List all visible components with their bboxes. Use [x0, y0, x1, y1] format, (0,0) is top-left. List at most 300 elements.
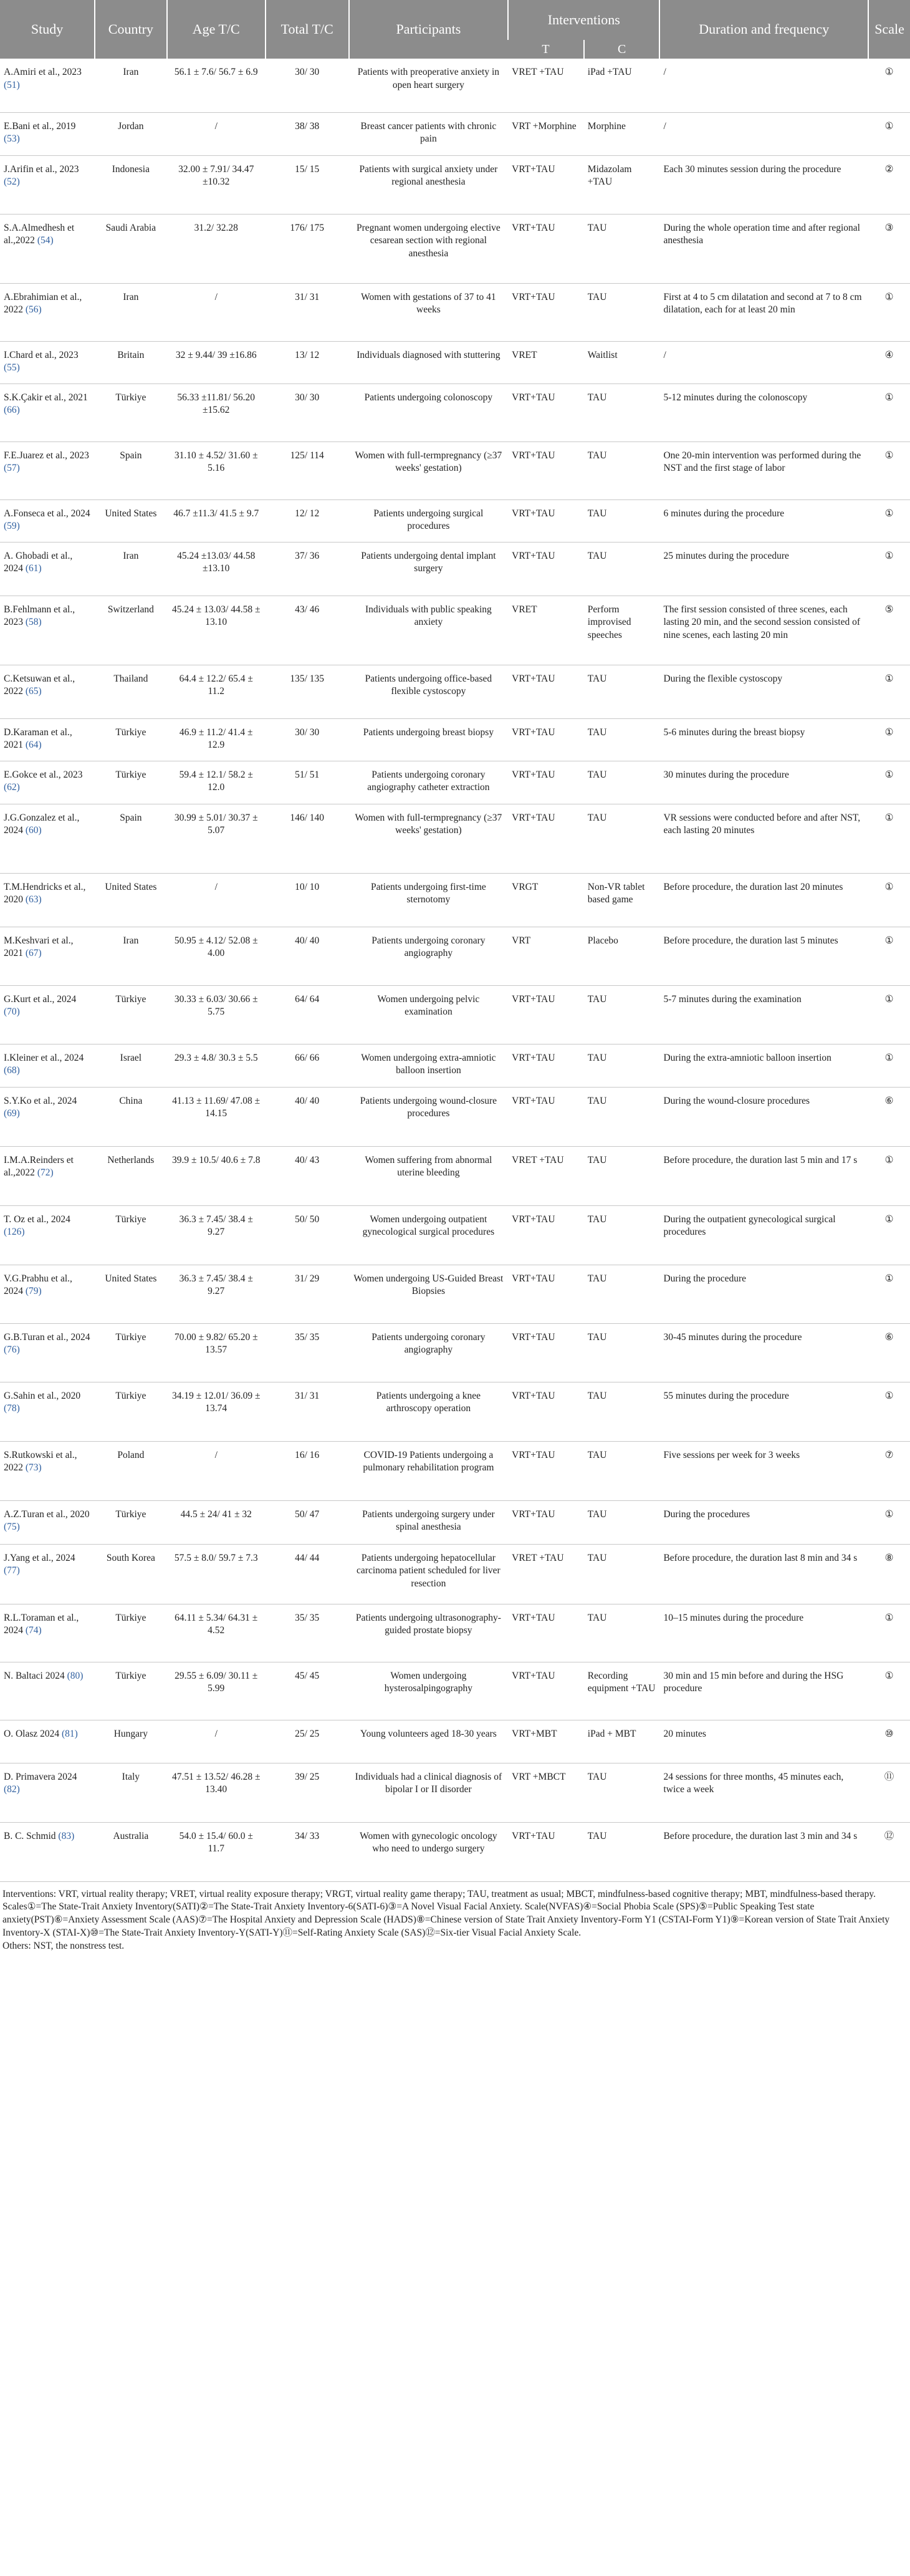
age-cell: /	[167, 1720, 266, 1763]
reference-link[interactable]: (64)	[25, 740, 42, 751]
table-row	[0, 1604, 910, 1662]
duration-cell: During the procedures	[659, 1500, 868, 1544]
duration-cell: /	[659, 59, 868, 112]
reference-link[interactable]: (75)	[4, 1522, 20, 1533]
age-cell: 32 ± 9.44/ 39 ±16.86	[167, 341, 266, 384]
reference-link[interactable]: (56)	[25, 304, 42, 316]
study-cell	[0, 1544, 95, 1604]
duration-cell: One 20-min intervention was performed during the NST and the first stage of labor	[659, 441, 868, 499]
header-scale: Scale	[868, 0, 910, 59]
reference-link[interactable]: (63)	[25, 894, 42, 905]
total-cell: 43/ 46	[266, 596, 349, 665]
reference-link[interactable]: (80)	[67, 1670, 84, 1681]
scale-cell: ①	[868, 542, 910, 596]
country-cell: Türkiye	[95, 1500, 167, 1544]
total-cell: 38/ 38	[266, 112, 349, 155]
age-cell: 36.3 ± 7.45/ 38.4 ± 9.27	[167, 1265, 266, 1323]
header-participants: Participants	[349, 0, 509, 59]
country-cell: Jordan	[95, 112, 167, 155]
country-cell: United States	[95, 499, 167, 542]
duration-cell: 5-12 minutes during the colonoscopy	[659, 384, 868, 441]
total-cell: 13/ 12	[266, 341, 349, 384]
study-cell	[0, 1087, 95, 1146]
intervention-t-cell: VRT+TAU	[508, 1500, 584, 1544]
age-cell: 31.10 ± 4.52/ 31.60 ± 5.16	[167, 441, 266, 499]
table-row	[0, 59, 910, 112]
total-cell: 125/ 114	[266, 441, 349, 499]
age-cell: /	[167, 283, 266, 341]
scale-cell: ⑧	[868, 1544, 910, 1604]
scale-cell: ①	[868, 873, 910, 927]
duration-cell: 6 minutes during the procedure	[659, 499, 868, 542]
intervention-c-cell: TAU	[584, 1763, 660, 1822]
reference-link[interactable]: (55)	[4, 362, 20, 374]
participants-cell: Patients undergoing breast biopsy	[349, 718, 509, 761]
country-cell: Saudi Arabia	[95, 214, 167, 283]
reference-link[interactable]: (52)	[4, 176, 20, 188]
intervention-t-cell: VRT+TAU	[508, 1205, 584, 1265]
header-interventions-c: C	[584, 40, 660, 59]
table-footnotes	[0, 1882, 910, 1953]
intervention-t-cell: VRET +TAU	[508, 1146, 584, 1205]
participants-cell: Individuals diagnosed with stuttering	[349, 341, 509, 384]
country-cell: Türkiye	[95, 1662, 167, 1720]
intervention-t-cell: VRT+TAU	[508, 542, 584, 596]
scale-cell: ⑥	[868, 1087, 910, 1146]
table-row	[0, 155, 910, 214]
age-cell: 64.11 ± 5.34/ 64.31 ± 4.52	[167, 1604, 266, 1662]
age-cell: 41.13 ± 11.69/ 47.08 ± 14.15	[167, 1087, 266, 1146]
participants-cell: Women with full-termpregnancy (≥37 weeks' gestation)	[349, 441, 509, 499]
reference-link[interactable]: (60)	[25, 825, 42, 836]
study-name: R.L.Toraman et al., 2024	[4, 1612, 79, 1636]
total-cell: 35/ 35	[266, 1604, 349, 1662]
study-name: S.Y.Ko et al., 2024	[4, 1095, 77, 1106]
table-row	[0, 1087, 910, 1146]
country-cell: Türkiye	[95, 761, 167, 804]
table-row	[0, 1662, 910, 1720]
table-row	[0, 283, 910, 341]
total-cell: 135/ 135	[266, 665, 349, 718]
intervention-t-cell: VRT+TAU	[508, 665, 584, 718]
intervention-c-cell: TAU	[584, 718, 660, 761]
intervention-c-cell: TAU	[584, 1044, 660, 1087]
duration-cell: /	[659, 112, 868, 155]
total-cell: 37/ 36	[266, 542, 349, 596]
duration-cell: Before procedure, the duration last 5 min and 17 s	[659, 1146, 868, 1205]
total-cell: 176/ 175	[266, 214, 349, 283]
study-cell	[0, 1044, 95, 1087]
scale-cell: ①	[868, 1382, 910, 1441]
age-cell: 45.24 ±13.03/ 44.58 ±13.10	[167, 542, 266, 596]
intervention-c-cell: TAU	[584, 1087, 660, 1146]
age-cell: 29.55 ± 6.09/ 30.11 ± 5.99	[167, 1662, 266, 1720]
total-cell: 30/ 30	[266, 59, 349, 112]
country-cell: Netherlands	[95, 1146, 167, 1205]
country-cell: Britain	[95, 341, 167, 384]
participants-cell: Women undergoing pelvic examination	[349, 985, 509, 1044]
reference-link[interactable]: (70)	[4, 1006, 20, 1018]
table-row	[0, 1544, 910, 1604]
total-cell: 40/ 40	[266, 1087, 349, 1146]
participants-cell: Patients undergoing first-time sternotomy	[349, 873, 509, 927]
duration-cell: 30-45 minutes during the procedure	[659, 1323, 868, 1382]
intervention-c-cell: TAU	[584, 1146, 660, 1205]
scale-cell: ①	[868, 384, 910, 441]
total-cell: 50/ 50	[266, 1205, 349, 1265]
intervention-t-cell: VRT	[508, 927, 584, 985]
table-row	[0, 927, 910, 985]
participants-cell: Women undergoing hysterosalpingography	[349, 1662, 509, 1720]
age-cell: 45.24 ± 13.03/ 44.58 ± 13.10	[167, 596, 266, 665]
total-cell: 31/ 29	[266, 1265, 349, 1323]
age-cell: 29.3 ± 4.8/ 30.3 ± 5.5	[167, 1044, 266, 1087]
country-cell: Indonesia	[95, 155, 167, 214]
country-cell: Türkiye	[95, 1323, 167, 1382]
age-cell: 30.99 ± 5.01/ 30.37 ± 5.07	[167, 804, 266, 873]
intervention-t-cell: VRET +TAU	[508, 59, 584, 112]
intervention-t-cell: VRT+TAU	[508, 384, 584, 441]
participants-cell: Women with gestations of 37 to 41 weeks	[349, 283, 509, 341]
reference-link[interactable]: (62)	[4, 782, 20, 793]
intervention-c-cell: TAU	[584, 441, 660, 499]
duration-cell: 30 minutes during the procedure	[659, 761, 868, 804]
participants-cell: Patients with surgical anxiety under regional anesthesia	[349, 155, 509, 214]
intervention-t-cell: VRT+TAU	[508, 155, 584, 214]
table-row	[0, 1146, 910, 1205]
scale-cell: ①	[868, 59, 910, 112]
total-cell: 12/ 12	[266, 499, 349, 542]
intervention-c-cell: Placebo	[584, 927, 660, 985]
age-cell: 39.9 ± 10.5/ 40.6 ± 7.8	[167, 1146, 266, 1205]
study-cell	[0, 341, 95, 384]
header-country: Country	[95, 0, 167, 59]
study-name: A.Fonseca et al., 2024	[4, 508, 90, 519]
duration-cell: Five sessions per week for 3 weeks	[659, 1441, 868, 1500]
intervention-c-cell: Perform improvised speeches	[584, 596, 660, 665]
total-cell: 40/ 43	[266, 1146, 349, 1205]
study-cell	[0, 499, 95, 542]
intervention-c-cell: TAU	[584, 761, 660, 804]
study-name: D.Karaman et al., 2021	[4, 726, 72, 751]
study-name: T. Oz et al., 2024	[4, 1213, 70, 1225]
intervention-c-cell: TAU	[584, 499, 660, 542]
total-cell: 34/ 33	[266, 1822, 349, 1881]
participants-cell: Breast cancer patients with chronic pain	[349, 112, 509, 155]
header-study: Study	[0, 0, 95, 59]
intervention-c-cell: Waitlist	[584, 341, 660, 384]
intervention-t-cell: VRT+TAU	[508, 804, 584, 873]
study-cell	[0, 1441, 95, 1500]
duration-cell: 20 minutes	[659, 1720, 868, 1763]
table-row	[0, 985, 910, 1044]
reference-link[interactable]: (82)	[4, 1784, 20, 1795]
participants-cell: Young volunteers aged 18-30 years	[349, 1720, 509, 1763]
duration-cell: 55 minutes during the procedure	[659, 1382, 868, 1441]
reference-link[interactable]: (77)	[4, 1565, 20, 1576]
participants-cell: Women undergoing US-Guided Breast Biopsies	[349, 1265, 509, 1323]
total-cell: 66/ 66	[266, 1044, 349, 1087]
intervention-t-cell: VRT+TAU	[508, 1265, 584, 1323]
participants-cell: Patients undergoing coronary angiography	[349, 1323, 509, 1382]
intervention-t-cell: VRT+TAU	[508, 1604, 584, 1662]
age-cell: 36.3 ± 7.45/ 38.4 ± 9.27	[167, 1205, 266, 1265]
reference-link[interactable]: (74)	[25, 1625, 42, 1636]
study-cell	[0, 596, 95, 665]
participants-cell: Pregnant women undergoing elective cesarean section with regional anesthesia	[349, 214, 509, 283]
table-row	[0, 1205, 910, 1265]
study-cell	[0, 1763, 95, 1822]
table-row	[0, 112, 910, 155]
participants-cell: COVID-19 Patients undergoing a pulmonary rehabilitation program	[349, 1441, 509, 1500]
study-name: N. Baltaci 2024	[4, 1670, 65, 1681]
total-cell: 25/ 25	[266, 1720, 349, 1763]
header-duration: Duration and frequency	[659, 0, 868, 59]
reference-link[interactable]: (59)	[4, 521, 20, 532]
intervention-c-cell: TAU	[584, 1544, 660, 1604]
header-age: Age T/C	[167, 0, 266, 59]
study-cell	[0, 384, 95, 441]
duration-cell: Each 30 minutes session during the procedure	[659, 155, 868, 214]
participants-cell: Patients undergoing wound-closure procedures	[349, 1087, 509, 1146]
age-cell: 56.33 ±11.81/ 56.20 ±15.62	[167, 384, 266, 441]
intervention-c-cell: TAU	[584, 283, 660, 341]
table-row	[0, 384, 910, 441]
duration-cell: Before procedure, the duration last 3 min and 34 s	[659, 1822, 868, 1881]
age-cell: 47.51 ± 13.52/ 46.28 ± 13.40	[167, 1763, 266, 1822]
scale-cell: ⑫	[868, 1822, 910, 1881]
age-cell: 56.1 ± 7.6/ 56.7 ± 6.9	[167, 59, 266, 112]
study-name: O. Olasz 2024	[4, 1728, 60, 1739]
scale-cell: ①	[868, 665, 910, 718]
reference-link[interactable]: (61)	[25, 563, 42, 574]
study-cell	[0, 665, 95, 718]
study-name: F.E.Juarez et al., 2023	[4, 450, 89, 461]
intervention-c-cell: TAU	[584, 1205, 660, 1265]
study-name: J.Arifin et al., 2023	[4, 163, 79, 175]
participants-cell: Individuals with public speaking anxiety	[349, 596, 509, 665]
total-cell: 30/ 30	[266, 384, 349, 441]
duration-cell: During the procedure	[659, 1265, 868, 1323]
country-cell: Iran	[95, 542, 167, 596]
intervention-c-cell: iPad + MBT	[584, 1720, 660, 1763]
reference-link[interactable]: (67)	[25, 948, 42, 959]
reference-link[interactable]: (65)	[25, 686, 42, 697]
reference-link[interactable]: (76)	[4, 1344, 20, 1356]
participants-cell: Patients undergoing coronary angiography	[349, 927, 509, 985]
total-cell: 16/ 16	[266, 1441, 349, 1500]
participants-cell: Patients undergoing dental implant surgery	[349, 542, 509, 596]
scale-cell: ①	[868, 441, 910, 499]
age-cell: 70.00 ± 9.82/ 65.20 ± 13.57	[167, 1323, 266, 1382]
intervention-c-cell: TAU	[584, 1441, 660, 1500]
study-cell	[0, 1662, 95, 1720]
country-cell: Spain	[95, 804, 167, 873]
country-cell: Israel	[95, 1044, 167, 1087]
duration-cell: The first session consisted of three scenes, each lasting 20 min, and the second session consisted of nine scenes, each lasting 20 min	[659, 596, 868, 665]
intervention-c-cell: TAU	[584, 1323, 660, 1382]
table-row	[0, 542, 910, 596]
intervention-t-cell: VRT+TAU	[508, 985, 584, 1044]
country-cell: Türkiye	[95, 1382, 167, 1441]
participants-cell: Patients undergoing surgery under spinal anesthesia	[349, 1500, 509, 1544]
duration-cell: During the outpatient gynecological surgical procedures	[659, 1205, 868, 1265]
study-name: A.Ebrahimian et al., 2022	[4, 291, 82, 316]
reference-link[interactable]: (81)	[62, 1728, 78, 1739]
study-name: I.Chard et al., 2023	[4, 349, 79, 360]
study-cell	[0, 112, 95, 155]
header-interventions: Interventions	[508, 0, 659, 40]
intervention-c-cell: TAU	[584, 1500, 660, 1544]
country-cell: Türkiye	[95, 985, 167, 1044]
age-cell: /	[167, 873, 266, 927]
reference-link[interactable]: (58)	[25, 617, 42, 628]
intervention-t-cell: VRT+TAU	[508, 1087, 584, 1146]
participants-cell: Patients undergoing office-based flexible cystoscopy	[349, 665, 509, 718]
country-cell: Thailand	[95, 665, 167, 718]
study-cell	[0, 59, 95, 112]
reference-link[interactable]: (83)	[58, 1830, 75, 1841]
reference-link[interactable]: (72)	[37, 1167, 54, 1179]
total-cell: 30/ 30	[266, 718, 349, 761]
scale-cell: ①	[868, 718, 910, 761]
intervention-c-cell: Recording equipment +TAU	[584, 1662, 660, 1720]
study-name: G.Kurt et al., 2024	[4, 993, 77, 1005]
intervention-c-cell: TAU	[584, 665, 660, 718]
age-cell: 64.4 ± 12.2/ 65.4 ± 11.2	[167, 665, 266, 718]
intervention-t-cell: VRT+TAU	[508, 1044, 584, 1087]
participants-cell: Patients undergoing a knee arthroscopy operation	[349, 1382, 509, 1441]
duration-cell: During the extra-amniotic balloon insertion	[659, 1044, 868, 1087]
reference-link[interactable]: (73)	[25, 1462, 42, 1474]
age-cell: /	[167, 1441, 266, 1500]
scale-cell: ①	[868, 112, 910, 155]
table-row	[0, 341, 910, 384]
participants-cell: Patients undergoing hepatocellular carcinoma patient scheduled for liver resection	[349, 1544, 509, 1604]
header-interventions-t: T	[508, 40, 584, 59]
reference-link[interactable]: (54)	[37, 235, 54, 246]
reference-link[interactable]: (53)	[4, 133, 20, 145]
reference-link[interactable]: (51)	[4, 79, 20, 90]
study-name: S.Rutkowski et al., 2022	[4, 1449, 77, 1474]
scale-cell: ①	[868, 804, 910, 873]
age-cell: /	[167, 112, 266, 155]
table-row	[0, 441, 910, 499]
total-cell: 64/ 64	[266, 985, 349, 1044]
age-cell: 50.95 ± 4.12/ 52.08 ± 4.00	[167, 927, 266, 985]
country-cell: Iran	[95, 283, 167, 341]
table-row	[0, 1500, 910, 1544]
intervention-c-cell: TAU	[584, 542, 660, 596]
study-name: A. Ghobadi et al., 2024	[4, 550, 73, 574]
scale-cell: ①	[868, 1265, 910, 1323]
study-name: G.B.Turan et al., 2024	[4, 1331, 90, 1343]
country-cell: Poland	[95, 1441, 167, 1500]
study-cell	[0, 441, 95, 499]
table-row	[0, 1323, 910, 1382]
intervention-t-cell: VRET	[508, 596, 584, 665]
table-row	[0, 1265, 910, 1323]
intervention-c-cell: TAU	[584, 384, 660, 441]
intervention-c-cell: TAU	[584, 1604, 660, 1662]
table-row	[0, 761, 910, 804]
study-cell	[0, 1382, 95, 1441]
country-cell: Türkiye	[95, 718, 167, 761]
study-cell	[0, 927, 95, 985]
study-name: D. Primavera 2024	[4, 1771, 77, 1782]
duration-cell: 25 minutes during the procedure	[659, 542, 868, 596]
study-cell	[0, 1500, 95, 1544]
scale-cell: ①	[868, 1146, 910, 1205]
study-cell	[0, 283, 95, 341]
intervention-t-cell: VRT+TAU	[508, 214, 584, 283]
intervention-c-cell: TAU	[584, 1382, 660, 1441]
scale-cell: ①	[868, 1604, 910, 1662]
intervention-t-cell: VRET	[508, 341, 584, 384]
scale-cell: ④	[868, 341, 910, 384]
table-row	[0, 1382, 910, 1441]
study-name: I.Kleiner et al., 2024	[4, 1052, 84, 1063]
reference-link[interactable]: (69)	[4, 1108, 20, 1119]
duration-cell: First at 4 to 5 cm dilatation and second at 7 to 8 cm dilatation, each for at least 20 min	[659, 283, 868, 341]
table-row	[0, 214, 910, 283]
study-cell	[0, 985, 95, 1044]
total-cell: 50/ 47	[266, 1500, 349, 1544]
scale-cell: ①	[868, 1662, 910, 1720]
reference-link[interactable]: (126)	[4, 1227, 25, 1238]
country-cell: Spain	[95, 441, 167, 499]
age-cell: 30.33 ± 6.03/ 30.66 ± 5.75	[167, 985, 266, 1044]
country-cell: Türkiye	[95, 1205, 167, 1265]
table-body	[0, 59, 910, 1881]
intervention-t-cell: VRT+TAU	[508, 1441, 584, 1500]
reference-link[interactable]: (66)	[4, 405, 20, 416]
scale-cell: ①	[868, 761, 910, 804]
country-cell: South Korea	[95, 1544, 167, 1604]
intervention-t-cell: VRT+TAU	[508, 283, 584, 341]
participants-cell: Women suffering from abnormal uterine bleeding	[349, 1146, 509, 1205]
intervention-t-cell: VRT+MBT	[508, 1720, 584, 1763]
study-cell	[0, 1720, 95, 1763]
reference-link[interactable]: (79)	[25, 1286, 42, 1297]
participants-cell: Individuals had a clinical diagnosis of bipolar I or II disorder	[349, 1763, 509, 1822]
country-cell: Iran	[95, 59, 167, 112]
scale-cell: ③	[868, 214, 910, 283]
total-cell: 45/ 45	[266, 1662, 349, 1720]
scale-cell: ⑥	[868, 1323, 910, 1382]
reference-link[interactable]: (57)	[4, 463, 20, 474]
country-cell: United States	[95, 1265, 167, 1323]
duration-cell: /	[659, 341, 868, 384]
age-cell: 46.7 ±11.3/ 41.5 ± 9.7	[167, 499, 266, 542]
intervention-c-cell: Non-VR tablet based game	[584, 873, 660, 927]
participants-cell: Patients undergoing colonoscopy	[349, 384, 509, 441]
duration-cell: 24 sessions for three months, 45 minutes each, twice a week	[659, 1763, 868, 1822]
study-name: B.Fehlmann et al., 2023	[4, 604, 75, 628]
scale-cell: ①	[868, 1044, 910, 1087]
duration-cell: 5-6 minutes during the breast biopsy	[659, 718, 868, 761]
participants-cell: Women with gynecologic oncology who need to undergo surgery	[349, 1822, 509, 1881]
intervention-c-cell: TAU	[584, 1822, 660, 1881]
reference-link[interactable]: (68)	[4, 1065, 20, 1076]
intervention-c-cell: TAU	[584, 804, 660, 873]
duration-cell: VR sessions were conducted before and after NST, each lasting 20 minutes	[659, 804, 868, 873]
intervention-t-cell: VRT +MBCT	[508, 1763, 584, 1822]
age-cell: 34.19 ± 12.01/ 36.09 ± 13.74	[167, 1382, 266, 1441]
intervention-t-cell: VRGT	[508, 873, 584, 927]
scale-cell: ⑦	[868, 1441, 910, 1500]
reference-link[interactable]: (78)	[4, 1403, 20, 1414]
